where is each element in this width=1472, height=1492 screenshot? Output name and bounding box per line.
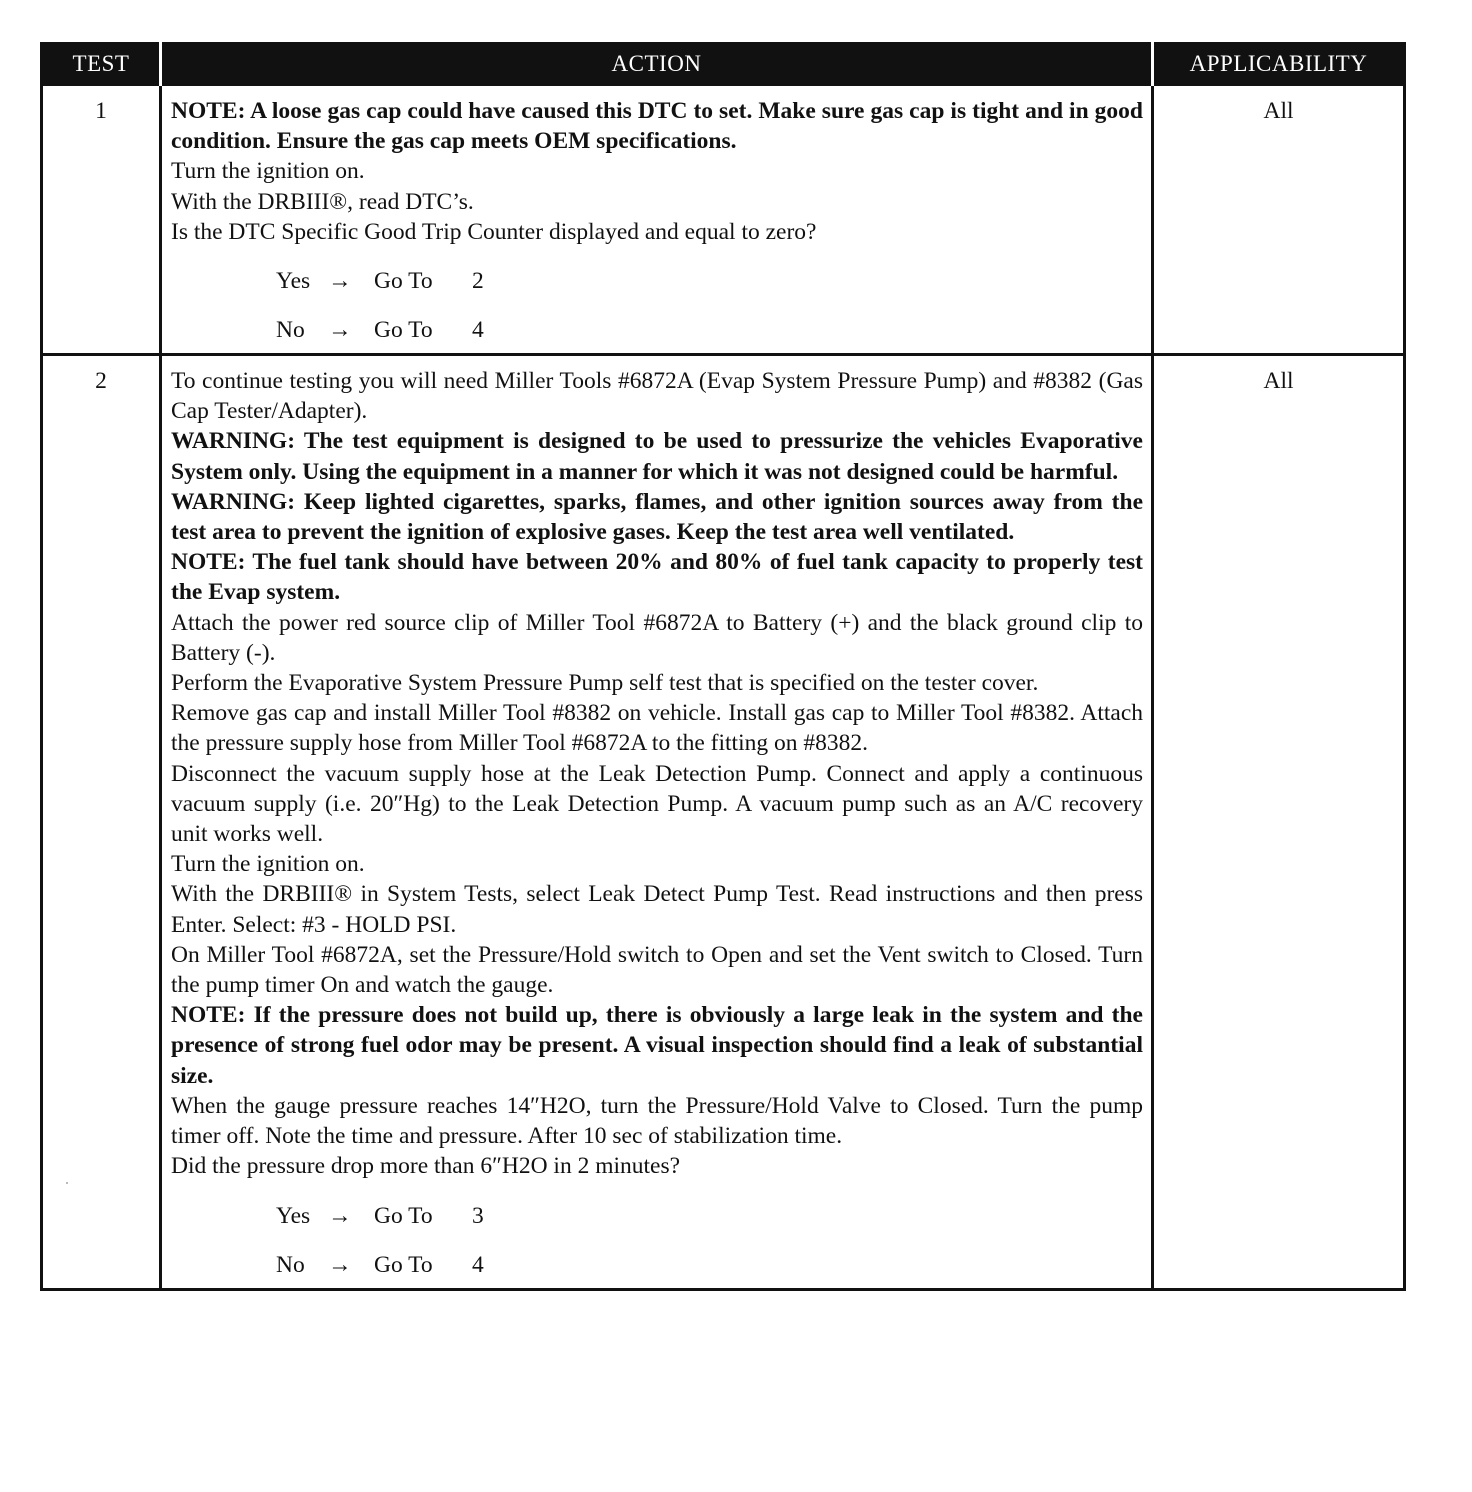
action-line: Turn the ignition on. <box>171 851 365 878</box>
action-line: To continue testing you will need Miller Tools #6872A (Evap System Pressure Pump) and #8382 (Gas Cap Tester/Adapter). <box>171 368 1143 425</box>
action-line: When the gauge pressure reaches 14″H2O, turn the Pressure/Hold Valve to Closed. Turn the pump timer off. Note the time and pressure. After 10 sec of stabilization time. <box>171 1092 1143 1150</box>
action-line: On Miller Tool #6872A, set the Pressure/Hold switch to Open and set the Vent switch to Closed. Turn the pump timer On and watch the gauge. <box>171 941 1143 999</box>
choice-answer: Yes <box>276 1202 311 1229</box>
header-action: ACTION <box>161 44 1153 85</box>
choice-answer: No <box>276 1251 305 1278</box>
choice-no <box>171 315 1143 345</box>
table-row <box>42 355 1405 1289</box>
choice-yes <box>171 1201 1143 1231</box>
choice-target: 4 <box>472 1251 484 1278</box>
right-arrow-icon: → <box>328 1251 352 1278</box>
warning-line: WARNING: Keep lighted cigarettes, sparks, flames, and other ignition sources away from the test area to prevent the ignition of explosive gases. Keep the test area well ventilated. <box>171 488 1143 546</box>
question-line: Is the DTC Specific Good Trip Counter displayed and equal to zero? <box>171 218 817 245</box>
choice-yes <box>171 266 1143 296</box>
choice-goto: Go To <box>374 1251 433 1278</box>
choice-target: 4 <box>472 317 484 344</box>
header-applicability: APPLICABILITY <box>1153 44 1405 85</box>
action-line: With the DRBIII® in System Tests, select Leak Detect Pump Test. Read instructions and then press Enter. Select: #3 - HOLD PSI. <box>171 881 1143 938</box>
action-line: Turn the ignition on. <box>171 158 365 185</box>
choice-target: 2 <box>472 268 484 295</box>
test-number: 2 <box>42 355 161 1289</box>
action-line: Perform the Evaporative System Pressure Pump self test that is specified on the tester cover. <box>171 670 1039 697</box>
header-test: TEST <box>42 44 161 85</box>
right-arrow-icon: → <box>328 268 352 295</box>
action-line: With the DRBIII®, read DTC’s. <box>171 188 474 215</box>
test-number: 1 <box>42 85 161 355</box>
scan-speck <box>66 1182 68 1184</box>
applicability-value: All <box>1153 85 1405 355</box>
choice-no <box>171 1250 1143 1280</box>
choice-goto: Go To <box>374 1202 433 1229</box>
action-line: Disconnect the vacuum supply hose at the Leak Detection Pump. Connect and apply a continuous vacuum supply (i.e. 20″Hg) to the Leak Detection Pump. A vacuum pump such as an A/C recovery unit works well. <box>171 760 1143 848</box>
applicability-value: All <box>1153 355 1405 1289</box>
diagnostic-test-table <box>40 42 1406 1291</box>
right-arrow-icon: → <box>328 1202 352 1229</box>
note-line: NOTE: If the pressure does not build up, there is obviously a large leak in the system and the presence of strong fuel odor may be present. A visual inspection should find a leak of substantial size. <box>171 1002 1143 1089</box>
table-body <box>42 85 1405 1290</box>
action-line: Remove gas cap and install Miller Tool #8382 on vehicle. Install gas cap to Miller Tool #8382. Attach the pressure supply hose from Miller Tool #6872A to the fitting on #8382. <box>171 700 1143 757</box>
action-cell <box>161 85 1153 355</box>
action-line: Attach the power red source clip of Miller Tool #6872A to Battery (+) and the black ground clip to Battery (-). <box>171 609 1143 666</box>
right-arrow-icon: → <box>328 317 352 344</box>
choice-goto: Go To <box>374 268 433 295</box>
note-line: NOTE: A loose gas cap could have caused this DTC to set. Make sure gas cap is tight and in good condition. Ensure the gas cap meets OEM specifications. <box>171 98 1143 155</box>
table-header <box>42 44 1405 85</box>
choice-answer: Yes <box>276 268 311 295</box>
choice-answer: No <box>276 317 305 344</box>
note-line: NOTE: The fuel tank should have between 20% and 80% of fuel tank capacity to properly test the Evap system. <box>171 549 1143 606</box>
header-row <box>42 44 1405 85</box>
choice-goto: Go To <box>374 317 433 344</box>
warning-line: WARNING: The test equipment is designed to be used to pressurize the vehicles Evaporative System only. Using the equipment in a manner for which it was not designed could be harmful. <box>171 428 1143 485</box>
table-row <box>42 85 1405 355</box>
choice-target: 3 <box>472 1202 484 1229</box>
action-cell <box>161 355 1153 1289</box>
question-line: Did the pressure drop more than 6″H2O in 2 minutes? <box>171 1153 681 1180</box>
